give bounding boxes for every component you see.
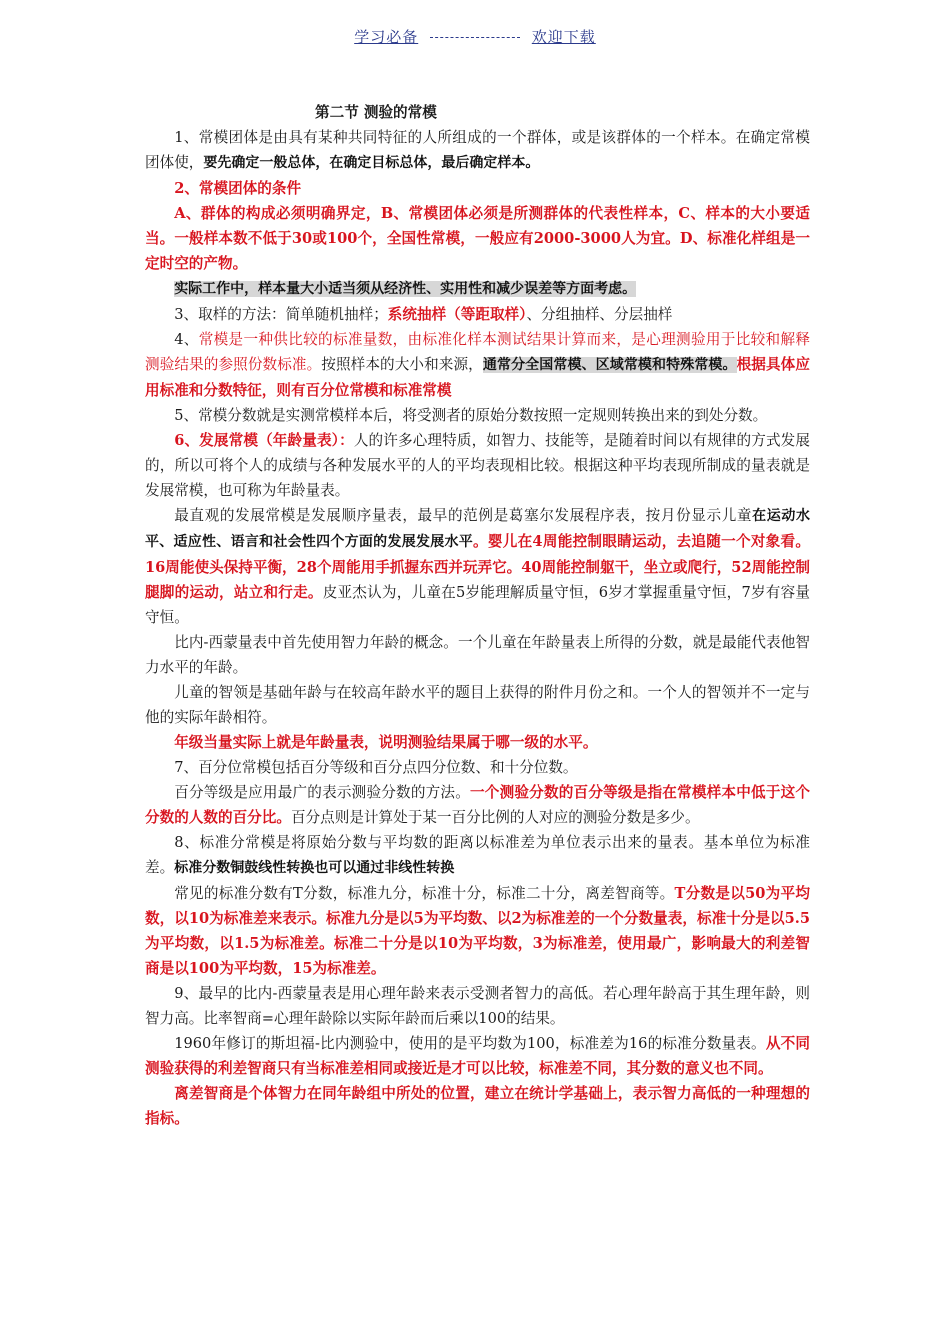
- text-run-red-bold: 。婴儿在4周能控制眼睛运动，去追随一个对象看。16周能使头保持平衡，28个周能用手抓握东西并玩弄它。40周能控制躯干，坐立或爬行，52周能控制腿脚的运动，站立和行走。: [145, 533, 810, 601]
- text-run: 、分组抽样、分层抽样: [526, 306, 673, 323]
- text-run-red-bold: 6、发展常模（年龄量表）：: [174, 432, 354, 449]
- paragraph-6: [145, 327, 810, 403]
- paragraph-8: [145, 428, 810, 503]
- paragraph-13: 7、百分位常模包括百分等级和百分点四分位数、和十分位数。: [174, 759, 578, 776]
- paragraph-9: [145, 503, 810, 630]
- text-run-red-bold: 系统抽样（等距取样）: [387, 306, 527, 323]
- text-run: 3、取样的方法：简单随机抽样；: [174, 306, 388, 323]
- header-left-text: 学习必备: [354, 28, 419, 46]
- text-run-bold: 标准分数铜鼓线性转换也可以通过非线性转换: [174, 860, 455, 876]
- paragraph-10: 比内-西蒙量表中首先使用智力年龄的概念。一个儿童在年龄量表上所得的分数，就是最能代表他智力水平的年龄。: [145, 634, 810, 676]
- text-run-red: 常模是一种供比较的标准量数，由标准化样本测试结果计算而来，是心理测验用于比较和解释测验结果的参照份数标准。: [145, 331, 810, 373]
- text-run: 8、标准分常模是将原始分数与平均数的距离以标准差为单位表示出来的量表。基本单位为标准差。: [145, 834, 810, 876]
- paragraph-15: [145, 830, 810, 881]
- paragraph-1: [145, 125, 810, 176]
- paragraph-2: 2、常模团体的条件: [174, 180, 302, 197]
- text-run-bold: 在运动水平、适应性、语言和社会性四个方面的发展发展水平: [145, 508, 811, 550]
- paragraph-16: [145, 881, 810, 981]
- text-run-highlight: 通常分全国常模、区域常模和特殊常模。: [482, 357, 737, 373]
- text-run-red-bold: 根据具体应用标准和分数特征，则有百分位常模和标准常模: [145, 356, 810, 399]
- page-header: [0, 26, 950, 47]
- paragraph-19: 离差智商是个体智力在同年龄组中所处的位置，建立在统计学基础上，表示智力高低的一种理想的指标。: [145, 1085, 810, 1127]
- text-run: 1、常模团体是由具有某种共同特征的人所组成的一个群体，或是该群体的一个样本。在确定常模团体使，: [145, 129, 810, 171]
- paragraph-11: 儿童的智领是基础年龄与在较高年龄水平的题目上获得的附件月份之和。一个人的智领并不一定与他的实际年龄相符。: [145, 684, 810, 726]
- document-body: [145, 100, 810, 1131]
- text-run-red-bold: 从不同测验获得的利差智商只有当标准差相同或接近是才可以比较，标准差不同，其分数的意义也不同。: [145, 1035, 810, 1077]
- paragraph-12: 年级当量实际上就是年龄量表，说明测验结果属于哪一级的水平。: [174, 734, 598, 751]
- text-run-highlight: 实际工作中，样本量大小适当须从经济性、实用性和减少误差等方面考虑。: [174, 281, 637, 297]
- text-run: 按照样本的大小和来源，: [321, 356, 483, 373]
- text-run: 4、: [174, 331, 199, 348]
- paragraph-7: 5、常模分数就是实测常模样本后，将受测者的原始分数按照一定规则转换出来的到处分数。: [174, 407, 768, 424]
- paragraph-3: A、群体的构成必须明确界定，B、常模团体必须是所测群体的代表性样本，C、样本的大小要适当。一般样本数不低于30或100个，全国性常模，一般应有2000-3000人为宜。D、标准化样组是一定时空的产物。: [145, 205, 810, 272]
- text-run: 1960年修订的斯坦福-比内测验中，使用的是平均数为100，标准差为16的标准分数量表。: [174, 1035, 766, 1052]
- header-underline-gap: [430, 37, 520, 38]
- paragraph-5: [145, 302, 810, 327]
- paragraph-4: [145, 276, 810, 302]
- paragraph-14: [145, 780, 810, 830]
- paragraph-17: 9、最早的比内-西蒙量表是用心理年龄来表示受测者智力的高低。若心理年龄高于其生理年龄，则智力高。比率智商=心理年龄除以实际年龄而后乘以100的结果。: [145, 985, 810, 1027]
- text-run: 最直观的发展常模是发展顺序量表，最早的范例是葛塞尔发展程序表，按月份显示儿童: [174, 507, 753, 524]
- text-run: 人的许多心理特质，如智力、技能等，是随着时间以有规律的方式发展的，所以可将个人的成绩与各种发展水平的人的平均表现相比较。根据这种平均表现所制成的量表就是发展常模，也可称为年龄量表。: [145, 432, 810, 499]
- paragraph-18: [145, 1031, 810, 1081]
- text-run: 常见的标准分数有T分数，标准九分，标准十分，标准二十分，离差智商等。: [174, 885, 675, 902]
- text-run-red-bold: 一个测验分数的百分等级是指在常模样本中低于这个分数的人数的百分比。: [145, 784, 810, 826]
- text-run-bold: 要先确定一般总体，在确定目标总体，最后确定样本。: [203, 155, 540, 171]
- section-title: 第二节 测验的常模: [315, 104, 437, 121]
- text-run: 百分等级是应用最广的表示测验分数的方法。: [174, 784, 470, 801]
- header-right-text: 欢迎下载: [531, 28, 596, 46]
- text-run-red-bold: T分数是以50为平均数，以10为标准差来表示。标准九分是以5为平均数、以2为标准差的一个分数量表，标准十分是以5.5为平均数，以1.5为标准差。标准二十分是以10为平均数，3为标准差，使用最广，影响最大的利差智商是以100为平均数，15为标准差。: [145, 885, 810, 977]
- text-run: 皮亚杰认为，儿童在5岁能理解质量守恒，6岁才掌握重量守恒，7岁有容量守恒。: [145, 584, 810, 626]
- text-run: 百分点则是计算处于某一百分比例的人对应的测验分数是多少。: [290, 809, 700, 826]
